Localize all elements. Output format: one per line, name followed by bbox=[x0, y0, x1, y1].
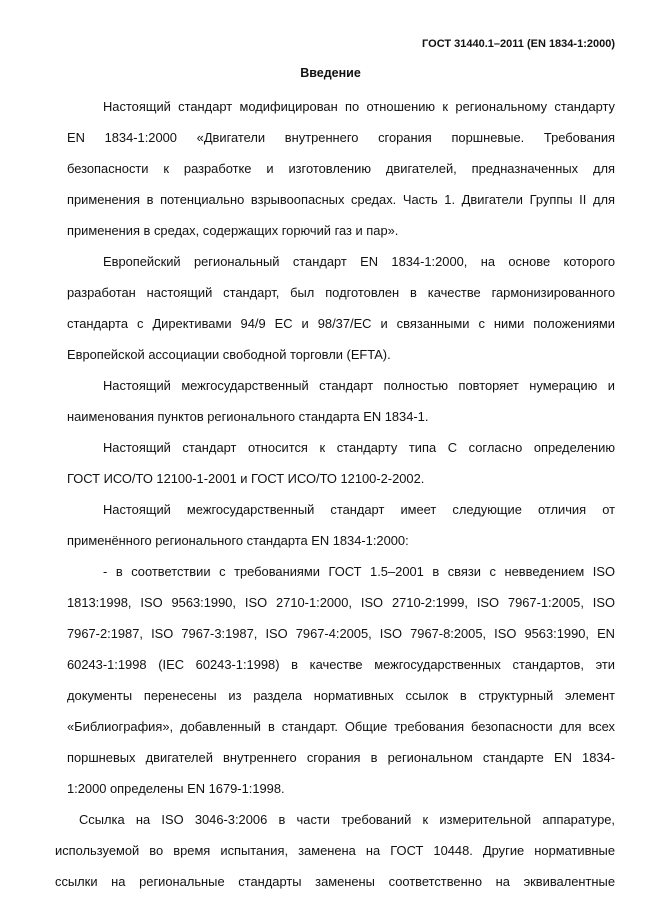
text-line: используемой во время испытания, заменена на ГОСТ 10448. Другие нормативные bbox=[55, 843, 615, 858]
paragraph-type-c bbox=[67, 432, 615, 494]
paragraph-european-standard bbox=[67, 246, 615, 370]
text-line: применения в потенциально взрывоопасных средах. Часть 1. Двигатели Группы II для bbox=[67, 192, 615, 207]
text-line: 1813:1998, ISO 9563:1990, ISO 2710-1:2000, ISO 2710-2:1999, ISO 7967-1:2005, ISO bbox=[67, 595, 615, 610]
text-line: наименования пунктов регионального стандарта EN 1834-1. bbox=[67, 409, 429, 424]
document-header: ГОСТ 31440.1–2011 (EN 1834-1:2000) bbox=[422, 38, 615, 50]
document-body bbox=[55, 91, 615, 897]
paragraph-references bbox=[55, 804, 615, 897]
text-line: Настоящий стандарт относится к стандарту типа С согласно определению bbox=[103, 440, 615, 455]
text-line: - в соответствии с требованиями ГОСТ 1.5–2001 в связи с невведением ISO bbox=[103, 564, 615, 579]
text-line: безопасности к разработке и изготовлению двигателей, предназначенных для bbox=[67, 161, 615, 176]
section-title: Введение bbox=[300, 66, 361, 80]
text-line: документы перенесены из раздела нормативных ссылок в структурный элемент bbox=[67, 688, 615, 703]
text-line: ссылки на региональные стандарты заменены соответственно на эквивалентные bbox=[55, 874, 615, 889]
text-line: 7967-2:1987, ISO 7967-3:1987, ISO 7967-4:2005, ISO 7967-8:2005, ISO 9563:1990, EN bbox=[67, 626, 615, 641]
paragraph-bibliography bbox=[67, 556, 615, 804]
text-line: Настоящий стандарт модифицирован по отношению к региональному стандарту bbox=[103, 99, 615, 114]
text-line: Настоящий межгосударственный стандарт имеет следующие отличия от bbox=[103, 502, 615, 517]
text-line: 60243-1:1998 (IEC 60243-1:1998) в качестве межгосударственных стандартов, эти bbox=[67, 657, 615, 672]
text-line: Европейский региональный стандарт EN 1834-1:2000, на основе которого bbox=[103, 254, 615, 269]
text-line: ГОСТ ИСО/ТО 12100-1-2001 и ГОСТ ИСО/ТО 12100-2-2002. bbox=[67, 471, 425, 486]
text-line: стандарта с Директивами 94/9 ЕС и 98/37/ЕС и связанными с ними положениями bbox=[67, 316, 615, 331]
paragraph-differences bbox=[67, 494, 615, 556]
text-line: применения в средах, содержащих горючий газ и пар». bbox=[67, 223, 399, 238]
text-line: применённого регионального стандарта EN 1834-1:2000: bbox=[67, 533, 409, 548]
text-line: Ссылка на ISO 3046-3:2006 в части требований к измерительной аппаратуре, bbox=[79, 812, 615, 827]
text-line: Европейской ассоциации свободной торговли (EFTA). bbox=[67, 347, 391, 362]
text-line: 1:2000 определены EN 1679-1:1998. bbox=[67, 781, 285, 796]
paragraph-numbering bbox=[67, 370, 615, 432]
text-line: разработан настоящий стандарт, был подготовлен в качестве гармонизированного bbox=[67, 285, 615, 300]
text-line: EN 1834-1:2000 «Двигатели внутреннего сгорания поршневые. Требования bbox=[67, 130, 615, 145]
paragraph-modification bbox=[67, 91, 615, 246]
text-line: поршневых двигателей внутреннего сгорания в региональном стандарте EN 1834- bbox=[67, 750, 615, 765]
text-line: Настоящий межгосударственный стандарт полностью повторяет нумерацию и bbox=[103, 378, 615, 393]
text-line: «Библиография», добавленный в стандарт. Общие требования безопасности для всех bbox=[67, 719, 615, 734]
